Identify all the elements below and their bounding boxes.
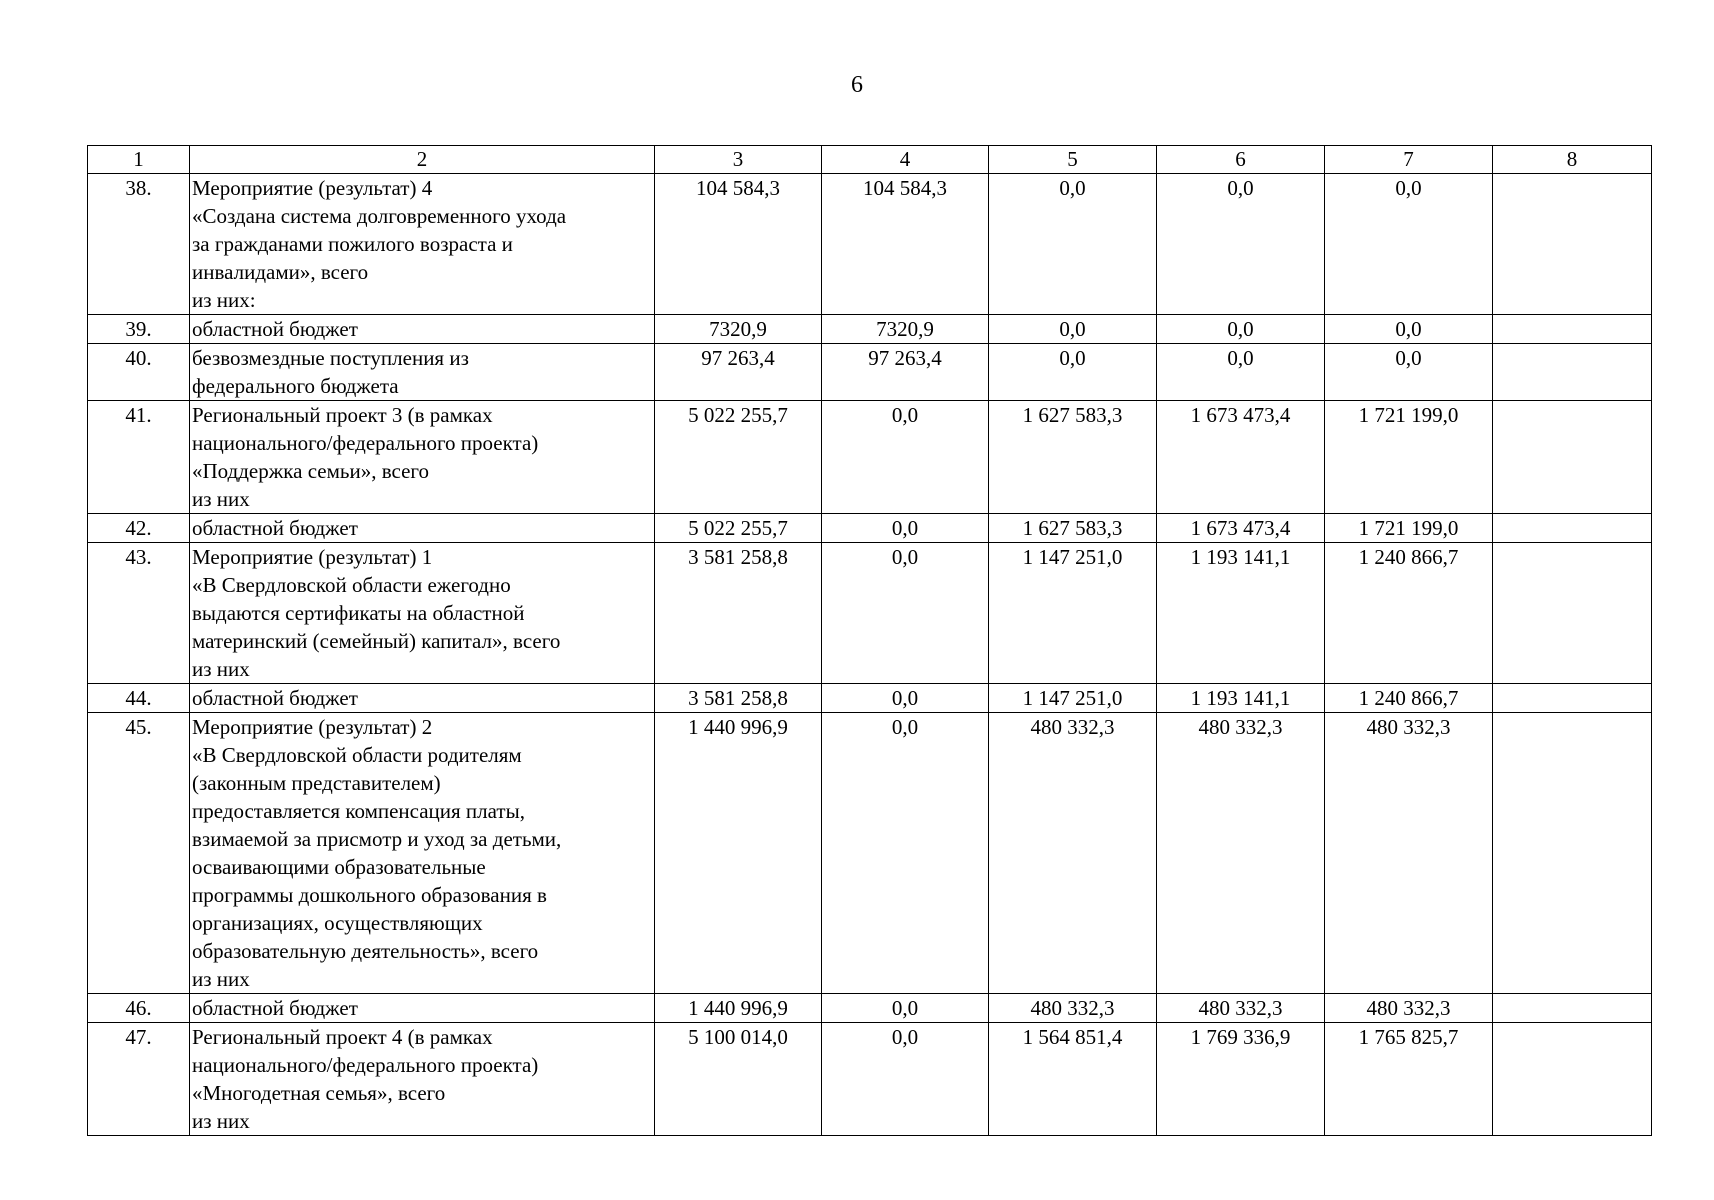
description-line: за гражданами пожилого возраста и bbox=[192, 232, 513, 256]
amount-cell-c6: 1 673 473,4 bbox=[1157, 401, 1325, 514]
table-row bbox=[88, 315, 1652, 344]
amount-cell-c4: 0,0 bbox=[822, 684, 989, 713]
amount-cell-c7: 0,0 bbox=[1325, 315, 1493, 344]
page-number: 6 bbox=[851, 72, 863, 98]
description-line: безвозмездные поступления из bbox=[192, 346, 469, 370]
amount-cell-c4: 0,0 bbox=[822, 514, 989, 543]
amount-cell-c5: 1 627 583,3 bbox=[989, 401, 1157, 514]
amount-cell-c4: 7320,9 bbox=[822, 315, 989, 344]
item-description bbox=[190, 401, 655, 514]
amount-cell-c8 bbox=[1493, 344, 1652, 401]
row-number: 43. bbox=[88, 543, 190, 684]
amount-cell-c3: 1 440 996,9 bbox=[655, 994, 822, 1023]
description-line: из них bbox=[192, 657, 250, 681]
amount-cell-c7: 1 240 866,7 bbox=[1325, 684, 1493, 713]
amount-cell-c6: 1 673 473,4 bbox=[1157, 514, 1325, 543]
amount-cell-c7: 480 332,3 bbox=[1325, 994, 1493, 1023]
description-line: Мероприятие (результат) 4 bbox=[192, 176, 433, 200]
amount-cell-c3: 5 022 255,7 bbox=[655, 514, 822, 543]
column-header: 8 bbox=[1493, 146, 1652, 174]
amount-cell-c5: 0,0 bbox=[989, 344, 1157, 401]
amount-cell-c6: 0,0 bbox=[1157, 174, 1325, 315]
item-description bbox=[190, 713, 655, 994]
description-line: Мероприятие (результат) 2 bbox=[192, 715, 433, 739]
description-line: взимаемой за присмотр и уход за детьми, bbox=[192, 827, 562, 851]
amount-cell-c6: 1 193 141,1 bbox=[1157, 684, 1325, 713]
column-header: 1 bbox=[88, 146, 190, 174]
item-description bbox=[190, 315, 655, 344]
amount-cell-c4: 0,0 bbox=[822, 401, 989, 514]
amount-cell-c7: 1 721 199,0 bbox=[1325, 401, 1493, 514]
table-row bbox=[88, 994, 1652, 1023]
description-line: из них bbox=[192, 967, 250, 991]
description-line: образовательную деятельность», всего bbox=[192, 939, 539, 963]
amount-cell-c3: 97 263,4 bbox=[655, 344, 822, 401]
table-row bbox=[88, 684, 1652, 713]
amount-cell-c8 bbox=[1493, 994, 1652, 1023]
amount-cell-c8 bbox=[1493, 713, 1652, 994]
amount-cell-c4: 0,0 bbox=[822, 543, 989, 684]
description-line: осваивающими образовательные bbox=[192, 855, 486, 879]
table-row bbox=[88, 1023, 1652, 1136]
row-number: 39. bbox=[88, 315, 190, 344]
amount-cell-c4: 0,0 bbox=[822, 994, 989, 1023]
description-line: программы дошкольного образования в bbox=[192, 883, 547, 907]
table-row bbox=[88, 543, 1652, 684]
amount-cell-c6: 1 769 336,9 bbox=[1157, 1023, 1325, 1136]
description-line: инвалидами», всего bbox=[192, 260, 369, 284]
amount-cell-c3: 3 581 258,8 bbox=[655, 684, 822, 713]
column-header: 3 bbox=[655, 146, 822, 174]
amount-cell-c8 bbox=[1493, 514, 1652, 543]
amount-cell-c5: 480 332,3 bbox=[989, 994, 1157, 1023]
amount-cell-c7: 0,0 bbox=[1325, 174, 1493, 315]
amount-cell-c5: 0,0 bbox=[989, 315, 1157, 344]
item-description bbox=[190, 344, 655, 401]
description-line: областной бюджет bbox=[192, 516, 358, 540]
amount-cell-c5: 1 564 851,4 bbox=[989, 1023, 1157, 1136]
amount-cell-c3: 104 584,3 bbox=[655, 174, 822, 315]
amount-cell-c8 bbox=[1493, 1023, 1652, 1136]
amount-cell-c4: 0,0 bbox=[822, 1023, 989, 1136]
description-line: материнский (семейный) капитал», всего bbox=[192, 629, 561, 653]
description-line: Мероприятие (результат) 1 bbox=[192, 545, 433, 569]
amount-cell-c7: 1 765 825,7 bbox=[1325, 1023, 1493, 1136]
description-line: «В Свердловской области ежегодно bbox=[192, 573, 511, 597]
description-line: областной бюджет bbox=[192, 686, 358, 710]
amount-cell-c8 bbox=[1493, 401, 1652, 514]
amount-cell-c8 bbox=[1493, 684, 1652, 713]
item-description bbox=[190, 174, 655, 315]
column-header: 7 bbox=[1325, 146, 1493, 174]
row-number: 45. bbox=[88, 713, 190, 994]
amount-cell-c5: 0,0 bbox=[989, 174, 1157, 315]
column-header: 2 bbox=[190, 146, 655, 174]
description-line: областной бюджет bbox=[192, 317, 358, 341]
row-number: 46. bbox=[88, 994, 190, 1023]
row-number: 41. bbox=[88, 401, 190, 514]
budget-table bbox=[87, 145, 1652, 1136]
row-number: 38. bbox=[88, 174, 190, 315]
table-row bbox=[88, 174, 1652, 315]
description-line: (законным представителем) bbox=[192, 771, 441, 795]
amount-cell-c7: 480 332,3 bbox=[1325, 713, 1493, 994]
item-description bbox=[190, 1023, 655, 1136]
column-header: 6 bbox=[1157, 146, 1325, 174]
column-number-row bbox=[88, 146, 1652, 174]
amount-cell-c4: 0,0 bbox=[822, 713, 989, 994]
amount-cell-c4: 104 584,3 bbox=[822, 174, 989, 315]
row-number: 42. bbox=[88, 514, 190, 543]
amount-cell-c8 bbox=[1493, 543, 1652, 684]
table-row bbox=[88, 401, 1652, 514]
description-line: национального/федерального проекта) bbox=[192, 1053, 539, 1077]
amount-cell-c5: 1 147 251,0 bbox=[989, 543, 1157, 684]
table-row bbox=[88, 713, 1652, 994]
description-line: «В Свердловской области родителям bbox=[192, 743, 522, 767]
amount-cell-c3: 7320,9 bbox=[655, 315, 822, 344]
item-description bbox=[190, 684, 655, 713]
amount-cell-c3: 3 581 258,8 bbox=[655, 543, 822, 684]
description-line: Региональный проект 3 (в рамках bbox=[192, 403, 493, 427]
description-line: федерального бюджета bbox=[192, 374, 399, 398]
amount-cell-c5: 1 627 583,3 bbox=[989, 514, 1157, 543]
description-line: Региональный проект 4 (в рамках bbox=[192, 1025, 493, 1049]
description-line: выдаются сертификаты на областной bbox=[192, 601, 525, 625]
amount-cell-c6: 480 332,3 bbox=[1157, 994, 1325, 1023]
amount-cell-c3: 5 100 014,0 bbox=[655, 1023, 822, 1136]
column-header: 5 bbox=[989, 146, 1157, 174]
amount-cell-c8 bbox=[1493, 174, 1652, 315]
description-line: областной бюджет bbox=[192, 996, 358, 1020]
amount-cell-c6: 1 193 141,1 bbox=[1157, 543, 1325, 684]
row-number: 44. bbox=[88, 684, 190, 713]
amount-cell-c6: 480 332,3 bbox=[1157, 713, 1325, 994]
amount-cell-c6: 0,0 bbox=[1157, 344, 1325, 401]
table-row bbox=[88, 344, 1652, 401]
row-number: 40. bbox=[88, 344, 190, 401]
description-line: предоставляется компенсация платы, bbox=[192, 799, 525, 823]
description-line: национального/федерального проекта) bbox=[192, 431, 539, 455]
amount-cell-c3: 5 022 255,7 bbox=[655, 401, 822, 514]
amount-cell-c5: 1 147 251,0 bbox=[989, 684, 1157, 713]
amount-cell-c7: 1 240 866,7 bbox=[1325, 543, 1493, 684]
row-number: 47. bbox=[88, 1023, 190, 1136]
item-description bbox=[190, 543, 655, 684]
description-line: из них bbox=[192, 1109, 250, 1133]
item-description bbox=[190, 994, 655, 1023]
description-line: из них: bbox=[192, 288, 256, 312]
description-line: из них bbox=[192, 487, 250, 511]
column-header: 4 bbox=[822, 146, 989, 174]
description-line: «Многодетная семья», всего bbox=[192, 1081, 446, 1105]
amount-cell-c4: 97 263,4 bbox=[822, 344, 989, 401]
item-description bbox=[190, 514, 655, 543]
amount-cell-c7: 0,0 bbox=[1325, 344, 1493, 401]
description-line: организациях, осуществляющих bbox=[192, 911, 483, 935]
amount-cell-c3: 1 440 996,9 bbox=[655, 713, 822, 994]
description-line: «Поддержка семьи», всего bbox=[192, 459, 429, 483]
description-line: «Создана система долговременного ухода bbox=[192, 204, 567, 228]
amount-cell-c8 bbox=[1493, 315, 1652, 344]
table-row bbox=[88, 514, 1652, 543]
amount-cell-c5: 480 332,3 bbox=[989, 713, 1157, 994]
amount-cell-c6: 0,0 bbox=[1157, 315, 1325, 344]
amount-cell-c7: 1 721 199,0 bbox=[1325, 514, 1493, 543]
